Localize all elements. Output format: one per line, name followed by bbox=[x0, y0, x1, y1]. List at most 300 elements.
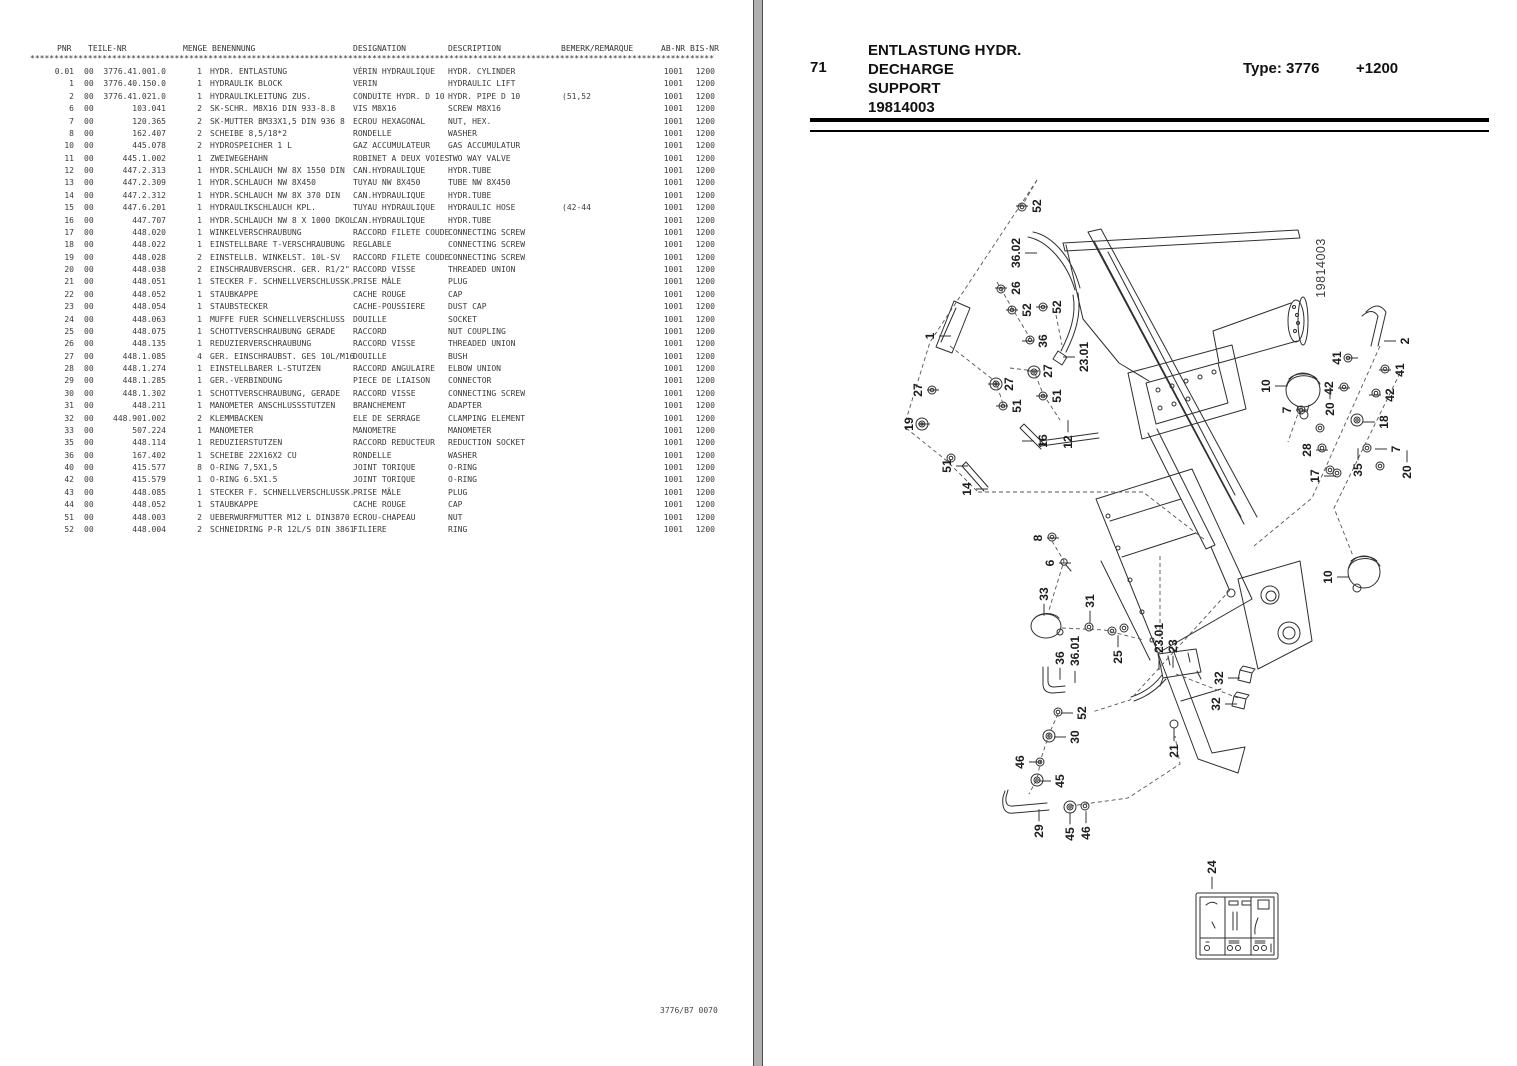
cell-description: NUT bbox=[448, 512, 463, 522]
type-label: Type: 3776 bbox=[1243, 60, 1320, 77]
cell-benennung: SK-SCHR. M8X16 DIN 933-8.8 bbox=[210, 104, 336, 114]
cell-teile-nr: 445.1.002 bbox=[122, 153, 166, 163]
cell-bis-nr: 1200 bbox=[695, 289, 715, 299]
table-row bbox=[30, 401, 730, 413]
cell-ab-nr: 1001 bbox=[663, 166, 683, 175]
cell-menge: 1 bbox=[197, 401, 202, 411]
cell-bemerk bbox=[562, 154, 661, 166]
cell-designation: RONDELLE bbox=[353, 450, 392, 460]
cell-benennung: SCHEIBE 8,5/18*2 bbox=[210, 128, 288, 138]
callout-label-46: 46 bbox=[1013, 755, 1027, 769]
cell-bis-nr: 1200 bbox=[695, 79, 715, 89]
cell-description: HYDR. CYLINDER bbox=[448, 67, 516, 76]
cell-bis-nr: 1200 bbox=[695, 463, 715, 472]
table-row bbox=[30, 339, 730, 351]
cell-menge: 1 bbox=[197, 178, 202, 188]
cell-ab-nr: 1001 bbox=[663, 487, 683, 497]
cell-prefix: 00 bbox=[84, 265, 94, 274]
table-row bbox=[30, 451, 730, 463]
table-body bbox=[30, 67, 730, 537]
cell-prefix: 00 bbox=[84, 388, 94, 398]
cell-bis-nr: 1200 bbox=[695, 178, 715, 188]
cell-bis-nr: 1200 bbox=[695, 524, 715, 534]
cell-menge: 1 bbox=[197, 302, 202, 312]
cell-bemerk bbox=[562, 352, 661, 364]
cell-bis-nr: 1200 bbox=[695, 450, 715, 460]
cell-teile-nr: 445.078 bbox=[132, 141, 166, 151]
table-row bbox=[30, 513, 730, 525]
cell-designation: PRISE MÂLE bbox=[353, 277, 402, 287]
cell-prefix: 00 bbox=[84, 351, 94, 361]
cell-ab-nr: 1001 bbox=[663, 425, 683, 435]
callout-label-18: 18 bbox=[1377, 415, 1391, 429]
cell-description: HYDR.TUBE bbox=[448, 190, 492, 200]
cell-benennung: HYDR.SCHLAUCH NW 8X450 bbox=[210, 178, 316, 188]
cell-bis-nr: 1200 bbox=[695, 326, 715, 336]
cell-prefix: 00 bbox=[84, 178, 94, 188]
cell-prefix: 00 bbox=[84, 79, 94, 89]
cell-designation: CACHE ROUGE bbox=[353, 500, 406, 510]
cell-designation: MANOMETRE bbox=[353, 425, 397, 435]
table-row bbox=[30, 475, 730, 487]
cell-designation: RACCORD FILETE COUDE bbox=[353, 252, 450, 262]
cell-ab-nr: 1001 bbox=[663, 413, 683, 423]
cell-teile-nr: 448.003 bbox=[132, 512, 166, 522]
table-row bbox=[30, 141, 730, 153]
cell-bemerk bbox=[562, 401, 661, 413]
cell-pnr: 18 bbox=[64, 240, 74, 250]
cell-teile-nr: 448.085 bbox=[132, 487, 166, 497]
cell-pnr: 12 bbox=[64, 166, 74, 175]
cell-benennung: STECKER F. SCHNELLVERSCHLUSSK. bbox=[210, 487, 355, 497]
cell-bemerk bbox=[562, 191, 661, 203]
cell-prefix: 00 bbox=[84, 463, 94, 472]
table-row bbox=[30, 525, 730, 537]
cell-teile-nr: 448.075 bbox=[132, 326, 166, 336]
cell-menge: 2 bbox=[197, 524, 202, 534]
cell-designation: ECROU-CHAPEAU bbox=[353, 512, 416, 522]
cell-menge: 1 bbox=[197, 289, 202, 299]
cell-designation: FILIERE bbox=[353, 524, 387, 534]
cell-pnr: 35 bbox=[64, 438, 74, 448]
cell-ab-nr: 1001 bbox=[663, 364, 683, 373]
cell-pnr: 7 bbox=[69, 116, 74, 126]
callout-label-51: 51 bbox=[940, 459, 954, 473]
table-row bbox=[30, 389, 730, 401]
cell-description: HYDRAULIC LIFT bbox=[448, 79, 516, 89]
cell-designation: ECROU HEXAGONAL bbox=[353, 116, 426, 126]
cell-pnr: 10 bbox=[64, 141, 74, 151]
cell-menge: 1 bbox=[197, 425, 202, 435]
cell-prefix: 00 bbox=[84, 153, 94, 163]
callout-label-45: 45 bbox=[1053, 774, 1067, 788]
cell-prefix: 00 bbox=[84, 215, 94, 225]
cell-designation: RACCORD VISSE bbox=[353, 265, 416, 274]
cell-description: CLAMPING ELEMENT bbox=[448, 413, 526, 423]
table-row bbox=[30, 178, 730, 190]
table-row bbox=[30, 228, 730, 240]
table-row bbox=[30, 500, 730, 512]
cell-menge: 1 bbox=[197, 277, 202, 287]
cell-designation: RACCORD VISSE bbox=[353, 339, 416, 349]
cell-pnr: 8 bbox=[69, 128, 74, 138]
table-row bbox=[30, 253, 730, 265]
cell-benennung: REDUZIERSTUTZEN bbox=[210, 438, 283, 448]
cell-bis-nr: 1200 bbox=[695, 116, 715, 126]
cell-benennung: HYDR.SCHLAUCH NW 8X 370 DIN bbox=[210, 190, 341, 200]
cell-bemerk bbox=[562, 376, 661, 388]
cell-bis-nr: 1200 bbox=[695, 265, 715, 274]
cell-description: BUSH bbox=[448, 351, 468, 361]
cell-bis-nr: 1200 bbox=[695, 302, 715, 312]
cell-pnr: 19 bbox=[64, 252, 74, 262]
cell-bis-nr: 1200 bbox=[695, 314, 715, 324]
callout-label-42: 42 bbox=[1383, 388, 1397, 402]
cell-prefix: 00 bbox=[84, 326, 94, 336]
cell-benennung: STECKER F. SCHNELLVERSCHLUSSK. bbox=[210, 277, 355, 287]
callout-label-23: 23 bbox=[1166, 639, 1180, 653]
cell-ab-nr: 1001 bbox=[663, 277, 683, 287]
cell-prefix: 00 bbox=[84, 438, 94, 448]
cell-teile-nr: 448.211 bbox=[132, 401, 166, 411]
cell-teile-nr: 448.901.002 bbox=[113, 413, 166, 423]
cell-prefix: 00 bbox=[84, 116, 94, 126]
cell-bemerk bbox=[562, 426, 661, 438]
cell-bemerk bbox=[562, 104, 661, 116]
cell-ab-nr: 1001 bbox=[663, 104, 683, 114]
callout-label-8: 8 bbox=[1031, 534, 1045, 542]
table-row bbox=[30, 290, 730, 302]
cell-bis-nr: 1200 bbox=[695, 364, 715, 373]
cell-benennung: HYDRAULIKLEITUNG ZUS. bbox=[210, 91, 312, 101]
cell-bis-nr: 1200 bbox=[695, 438, 715, 448]
callout-label-24: 24 bbox=[1205, 860, 1219, 874]
cell-bis-nr: 1200 bbox=[695, 215, 715, 225]
cell-prefix: 00 bbox=[84, 524, 94, 534]
cell-bemerk bbox=[562, 141, 661, 153]
callout-label-51: 51 bbox=[1010, 399, 1024, 413]
cell-bemerk bbox=[562, 79, 661, 91]
cell-benennung: STAUBKAPPE bbox=[210, 289, 259, 299]
section-number: 71 bbox=[810, 59, 827, 76]
diagram-page bbox=[763, 0, 1517, 1066]
cell-bemerk bbox=[562, 451, 661, 463]
col-header-benennung: BENENNUNG bbox=[212, 44, 256, 53]
cell-pnr: 43 bbox=[64, 487, 74, 497]
cell-description: O-RING bbox=[448, 475, 477, 485]
cell-description: PLUG bbox=[448, 487, 468, 497]
cell-prefix: 00 bbox=[84, 475, 94, 485]
col-header-pnr: PNR bbox=[57, 44, 72, 53]
cell-ab-nr: 1001 bbox=[663, 215, 683, 225]
cell-ab-nr: 1001 bbox=[663, 128, 683, 138]
cell-teile-nr: 447.2.309 bbox=[122, 178, 166, 188]
callout-label-45: 45 bbox=[1063, 827, 1077, 841]
cell-pnr: 36 bbox=[64, 450, 74, 460]
cell-ab-nr: 1001 bbox=[663, 116, 683, 126]
callout-label-2: 2 bbox=[1398, 337, 1412, 345]
cell-bemerk bbox=[562, 117, 661, 129]
cell-description: CONNECTING SCREW bbox=[448, 240, 526, 250]
cell-benennung: SCHOTTVERSCHRAUBUNG, GERADE bbox=[210, 388, 341, 398]
callout-label-25: 25 bbox=[1111, 650, 1125, 664]
cell-description: NUT, HEX. bbox=[448, 116, 492, 126]
cell-description: THREADED UNION bbox=[448, 265, 516, 274]
cell-bemerk bbox=[562, 513, 661, 525]
cell-description: CONNECTOR bbox=[448, 376, 492, 386]
col-header-abnr: AB-NR bbox=[661, 44, 686, 53]
cell-bis-nr: 1200 bbox=[695, 91, 715, 101]
cell-prefix: 00 bbox=[84, 302, 94, 312]
cell-designation: JOINT TORIQUE bbox=[353, 475, 416, 485]
cell-bemerk bbox=[562, 364, 661, 376]
cell-benennung: MANOMETER bbox=[210, 425, 254, 435]
callout-label-10: 10 bbox=[1321, 570, 1335, 584]
cell-description: ELBOW UNION bbox=[448, 364, 501, 373]
cell-description: CAP bbox=[448, 289, 463, 299]
cell-teile-nr: 447.2.312 bbox=[122, 190, 166, 200]
callout-label-36.02: 36.02 bbox=[1009, 237, 1023, 269]
cell-benennung: SCHEIBE 22X16X2 CU bbox=[210, 450, 297, 460]
cell-teile-nr: 448.052 bbox=[132, 500, 166, 510]
cell-bis-nr: 1200 bbox=[695, 401, 715, 411]
callout-label-41: 41 bbox=[1393, 363, 1407, 377]
callout-label-12: 12 bbox=[1061, 435, 1075, 449]
cell-menge: 1 bbox=[197, 364, 202, 373]
cell-menge: 1 bbox=[197, 240, 202, 250]
cell-prefix: 00 bbox=[84, 364, 94, 373]
cell-menge: 1 bbox=[197, 388, 202, 398]
col-header-bisnr: BIS-NR bbox=[690, 44, 719, 53]
col-header-menge: MENGE bbox=[183, 44, 208, 53]
cell-pnr: 0.01 bbox=[54, 67, 74, 76]
cell-teile-nr: 415.577 bbox=[132, 463, 166, 472]
cell-menge: 1 bbox=[197, 314, 202, 324]
cell-bemerk bbox=[562, 67, 661, 79]
cell-prefix: 00 bbox=[84, 128, 94, 138]
cell-bis-nr: 1200 bbox=[695, 153, 715, 163]
cell-bis-nr: 1200 bbox=[695, 277, 715, 287]
cell-bemerk bbox=[562, 463, 661, 475]
cell-designation: CAN.HYDRAULIQUE bbox=[353, 190, 426, 200]
cell-teile-nr: 103.041 bbox=[132, 104, 166, 114]
cell-ab-nr: 1001 bbox=[663, 339, 683, 349]
callout-label-7: 7 bbox=[1389, 445, 1403, 453]
table-row bbox=[30, 191, 730, 203]
cell-pnr: 31 bbox=[64, 401, 74, 411]
diagram-serial: 19814003 bbox=[1314, 238, 1328, 298]
cell-ab-nr: 1001 bbox=[663, 475, 683, 485]
col-header-designation: DESIGNATION bbox=[353, 44, 406, 53]
cell-menge: 1 bbox=[197, 438, 202, 448]
cell-bis-nr: 1200 bbox=[695, 413, 715, 423]
cell-description: HYDRAULIC HOSE bbox=[448, 203, 516, 213]
cell-benennung: STAUBSTECKER bbox=[210, 302, 268, 312]
page-divider bbox=[753, 0, 763, 1066]
cell-ab-nr: 1001 bbox=[663, 91, 683, 101]
cell-ab-nr: 1001 bbox=[663, 227, 683, 237]
table-row bbox=[30, 129, 730, 141]
cell-menge: 1 bbox=[197, 227, 202, 237]
title-line-1: ENTLASTUNG HYDR. bbox=[868, 42, 1022, 59]
cell-teile-nr: 448.114 bbox=[132, 438, 166, 448]
cell-ab-nr: 1001 bbox=[663, 512, 683, 522]
cell-bemerk bbox=[562, 500, 661, 512]
cell-designation: TUYAU NW 8X450 bbox=[353, 178, 421, 188]
cell-designation: CONDUITE HYDR. D 10 bbox=[353, 91, 445, 101]
cell-description: WASHER bbox=[448, 450, 477, 460]
cell-prefix: 00 bbox=[84, 277, 94, 287]
cell-teile-nr: 3776.40.150.0 bbox=[103, 79, 166, 89]
cell-prefix: 00 bbox=[84, 289, 94, 299]
cell-designation: VÉRIN HYDRAULIQUE bbox=[353, 67, 435, 76]
callout-label-32: 32 bbox=[1212, 671, 1226, 685]
col-header-description: DESCRIPTION bbox=[448, 44, 501, 53]
cell-ab-nr: 1001 bbox=[663, 178, 683, 188]
cell-designation: RACCORD FILETE COUDE bbox=[353, 227, 450, 237]
cell-menge: 2 bbox=[197, 104, 202, 114]
cell-prefix: 00 bbox=[84, 401, 94, 411]
cell-prefix: 00 bbox=[84, 91, 94, 101]
cell-bis-nr: 1200 bbox=[695, 425, 715, 435]
table-row bbox=[30, 414, 730, 426]
cell-ab-nr: 1001 bbox=[663, 388, 683, 398]
cell-prefix: 00 bbox=[84, 190, 94, 200]
callout-label-36: 36 bbox=[1053, 651, 1067, 665]
cell-benennung: SK-MUTTER BM33X1,5 DIN 936 8 bbox=[210, 116, 345, 126]
cell-benennung: O-RING 6.5X1.5 bbox=[210, 475, 278, 485]
cell-description: O-RING bbox=[448, 463, 477, 472]
cell-bemerk bbox=[562, 216, 661, 228]
cell-description: HYDR.TUBE bbox=[448, 166, 492, 175]
cell-designation: ROBINET A DEUX VOIES bbox=[353, 153, 450, 163]
cell-teile-nr: 3776.41.001.0 bbox=[103, 67, 166, 76]
cell-pnr: 32 bbox=[64, 413, 74, 423]
cell-teile-nr: 448.1.274 bbox=[122, 364, 166, 373]
cell-menge: 1 bbox=[197, 203, 202, 213]
callout-label-27: 27 bbox=[1041, 364, 1055, 378]
cell-ab-nr: 1001 bbox=[663, 463, 683, 472]
cell-teile-nr: 3776.41.021.0 bbox=[103, 91, 166, 101]
cell-designation: VERIN bbox=[353, 79, 378, 89]
cell-ab-nr: 1001 bbox=[663, 79, 683, 89]
cell-menge: 8 bbox=[197, 463, 202, 472]
cell-pnr: 16 bbox=[64, 215, 74, 225]
cell-designation: RACCORD REDUCTEUR bbox=[353, 438, 435, 448]
serial-range: +1200 bbox=[1356, 60, 1399, 77]
cell-menge: 1 bbox=[197, 215, 202, 225]
cell-description: MANOMETER bbox=[448, 425, 492, 435]
callout-label-33: 33 bbox=[1037, 587, 1051, 601]
cell-bemerk: (51,52 bbox=[562, 91, 591, 101]
cell-pnr: 13 bbox=[64, 178, 74, 188]
cell-pnr: 44 bbox=[64, 500, 74, 510]
cell-designation: CAN.HYDRAULIQUE bbox=[353, 215, 426, 225]
cell-prefix: 00 bbox=[84, 240, 94, 250]
cell-bis-nr: 1200 bbox=[695, 104, 715, 114]
cell-menge: 1 bbox=[197, 91, 202, 101]
cell-menge: 1 bbox=[197, 166, 202, 175]
cell-menge: 1 bbox=[197, 190, 202, 200]
cell-menge: 1 bbox=[197, 67, 202, 76]
callout-label-36.01: 36.01 bbox=[1068, 635, 1082, 667]
cell-designation: TUYAU HYDRAULIQUE bbox=[353, 203, 435, 213]
cell-bis-nr: 1200 bbox=[695, 376, 715, 386]
cell-ab-nr: 1001 bbox=[663, 351, 683, 361]
cell-teile-nr: 162.407 bbox=[132, 128, 166, 138]
cell-bemerk bbox=[562, 302, 661, 314]
cell-menge: 2 bbox=[197, 413, 202, 423]
cell-pnr: 27 bbox=[64, 351, 74, 361]
cell-bemerk bbox=[562, 389, 661, 401]
callout-label-16: 16 bbox=[1036, 434, 1050, 448]
table-row bbox=[30, 265, 730, 277]
cell-benennung: MUFFE FUER SCHNELLVERSCHLUSS bbox=[210, 314, 345, 324]
cell-prefix: 00 bbox=[84, 339, 94, 349]
cell-description: RING bbox=[448, 524, 468, 534]
cell-benennung: MANOMETER ANSCHLUSSSTUTZEN bbox=[210, 401, 336, 411]
cell-teile-nr: 447.6.201 bbox=[122, 203, 166, 213]
col-header-bemerk: BEMERK/REMARQUE bbox=[561, 44, 634, 53]
cell-prefix: 00 bbox=[84, 425, 94, 435]
cell-prefix: 00 bbox=[84, 413, 94, 423]
plate-code: 3776/B7 0070 bbox=[660, 1006, 718, 1015]
cell-ab-nr: 1001 bbox=[663, 438, 683, 448]
cell-ab-nr: 1001 bbox=[663, 67, 683, 76]
table-row bbox=[30, 376, 730, 388]
table-row bbox=[30, 315, 730, 327]
cell-prefix: 00 bbox=[84, 203, 94, 213]
cell-benennung: EINSTELLBARE T-VERSCHRAUBUNG bbox=[210, 240, 345, 250]
callout-label-17: 17 bbox=[1308, 469, 1322, 483]
cell-menge: 1 bbox=[197, 487, 202, 497]
cell-description: CONNECTING SCREW bbox=[448, 388, 526, 398]
cell-bemerk: (42-44 bbox=[562, 203, 591, 213]
cell-designation: RONDELLE bbox=[353, 128, 392, 138]
callout-label-26: 26 bbox=[1009, 281, 1023, 295]
table-row bbox=[30, 327, 730, 339]
cell-description: HYDR. PIPE D 10 bbox=[448, 91, 521, 101]
cell-pnr: 2 bbox=[69, 91, 74, 101]
cell-designation: ELE DE SERRAGE bbox=[353, 413, 421, 423]
cell-pnr: 6 bbox=[69, 104, 74, 114]
callout-label-28: 28 bbox=[1300, 443, 1314, 457]
cell-menge: 4 bbox=[197, 351, 202, 361]
cell-benennung: SCHNEIDRING P-R 12L/S DIN 3861 bbox=[210, 524, 355, 534]
callout-label-27: 27 bbox=[911, 383, 925, 397]
cell-designation: DOUILLE bbox=[353, 351, 387, 361]
cell-pnr: 33 bbox=[64, 425, 74, 435]
cell-bemerk bbox=[562, 228, 661, 240]
cell-bemerk bbox=[562, 253, 661, 265]
cell-bis-nr: 1200 bbox=[695, 67, 715, 76]
table-row bbox=[30, 67, 730, 79]
cell-prefix: 00 bbox=[84, 104, 94, 114]
cell-teile-nr: 447.2.313 bbox=[122, 166, 166, 175]
cell-benennung: HYDR. ENTLASTUNG bbox=[210, 67, 288, 76]
parts-list-page bbox=[0, 0, 753, 1066]
cell-description: CAP bbox=[448, 500, 463, 510]
cell-prefix: 00 bbox=[84, 487, 94, 497]
cell-bis-nr: 1200 bbox=[695, 500, 715, 510]
cell-bis-nr: 1200 bbox=[695, 190, 715, 200]
cell-prefix: 00 bbox=[84, 227, 94, 237]
cell-prefix: 00 bbox=[84, 314, 94, 324]
cell-designation: VIS M8X16 bbox=[353, 104, 397, 114]
title-line-3: SUPPORT bbox=[868, 80, 941, 97]
cell-bemerk bbox=[562, 315, 661, 327]
cell-benennung: GER.-VERBINDUNG bbox=[210, 376, 283, 386]
